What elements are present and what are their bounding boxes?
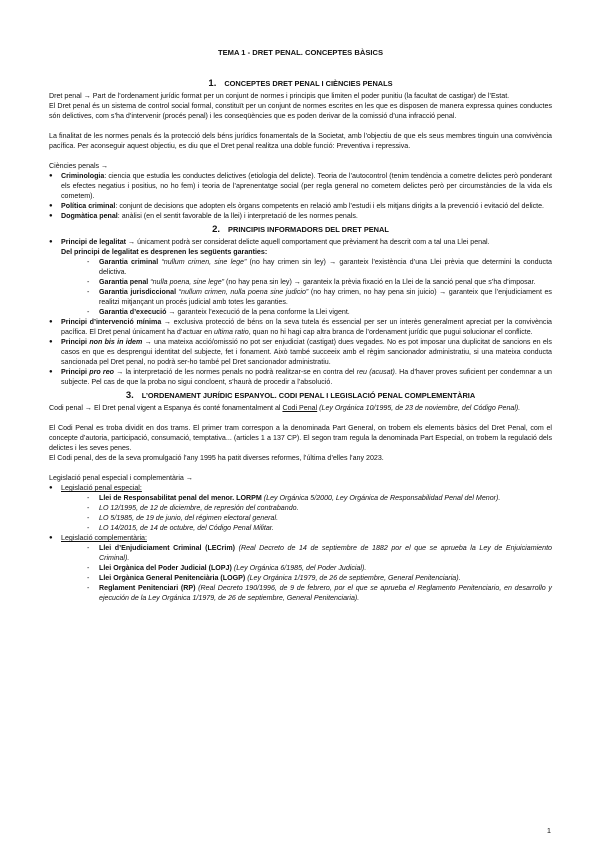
document-title: TEMA 1 - DRET PENAL. CONCEPTES BÀSICS <box>217 48 384 57</box>
page-number: 1 <box>546 826 551 835</box>
section-title: PRINCIPIS INFORMADORS DEL DRET PENAL <box>228 225 389 234</box>
ciencies-list <box>49 171 552 221</box>
section-title: CONCEPTES DRET PENAL I CIÈNCIES PENALS <box>224 79 393 88</box>
list-item: - Garantia d’execució → garanteix l’execució de la pena conforme la Llei vigent. <box>87 307 552 317</box>
list-item: - Llei de Responsabilitat penal del menor. LORPM (Ley Orgánica 5/2000, Ley Orgánica de Responsabilidad Penal del Menor). <box>87 493 552 503</box>
list-item: - Garantia penal “nulla poena, sine lege” (no hay pena sin ley) → garanteix la prèvia fixació en la Llei de la sanció penal que s’ha d’imposar. <box>87 277 552 287</box>
list-item: ● Legislació penal especial: - Llei de Responsabilitat penal del menor. LORPM (Ley Orgánica 5/2000, Ley Orgánica de Responsabilidad Penal del Menor). - LO 12/1995, de 12 de diciembre, de represión del contrabando. - LO 5/1985, de 19 de junio, del régimen electoral general. - LO 14/2015, de 14 de octubre, del Código Penal Militar. <box>49 483 552 533</box>
list-item: ● Dogmàtica penal: anàlisi (en el sentit favorable de la llei) i interpretació de les normes penals. <box>49 211 552 221</box>
list-item: - LO 5/1985, de 19 de junio, del régimen electoral general. <box>87 513 552 523</box>
list-item: ● Política criminal: conjunt de decisions que adopten els òrgans competents en relació amb l’estudi i els mitjans dirigits a la prevenció i evitació del delicte. <box>49 201 552 211</box>
paragraph: El Codi Penal es troba dividit en dos trams. El primer tram correspon a la denominada Part General, on trobem els elements bàsics del Dret Penal, com el concepte d’autoria, participació, consumació, temptativa... (articles 1 a 137 CP). El segon tram regula la denominada Part Especial, on trobem la regulació dels delictes i les seves penes. <box>49 424 552 452</box>
paragraph: Codi penal → El Dret penal vigent a Espanya és conté fonamentalment al Codi Penal (Ley Orgánica 10/1995, de 23 de noviembre, del Código Penal). <box>49 404 521 412</box>
list-item: ● Criminologia: ciencia que estudia les conductes delictives (etiologia del delicte). Teoria de l’autocontrol (tenim tendència a cometre delictes però ponderant els efectes negatius i positius, no ho fem) i teoria de l’aprenentatge social (per regla general no cometem delictes però per circumstàncies de la vida els cometem). <box>49 171 552 201</box>
section-2-heading <box>49 225 552 235</box>
section-1-heading <box>49 79 552 89</box>
principis-list <box>49 237 552 387</box>
list-item: ● Legislació complementària: - Llei d’Enjudiciament Criminal (LECrim) (Real Decreto de 14 de septiembre de 1882 por el que se aprueba la Ley de Enjuiciamiento Criminal). - Llei Orgànica del Poder Judicial (LOPJ) (Ley Orgánica 6/1985, del Poder Judicial). - Llei Orgànica General Penitenciària (LOGP) (Ley Orgánica 1/1979, de 26 de septiembre, General Penitenciaria). - Reglament Penitenciari (RP) (Real Decreto 190/1996, de 9 de febrero, por el que se aprueba el Reglamento Penitenciario, en desarrollo y ejecución de la Ley Orgánica 1/1979, de 26 de septiembre, General Penitenciaria). <box>49 533 552 603</box>
list-item: ● Principi non bis in idem → una mateixa acció/omissió no pot ser enjudiciat (castigat) dues vegades. No es pot imposar una duplicitat de sancions en els casos en que es desprengui identitat del subjecte, fet i fonament. Això també succeeix amb el règim sancionador administratiu, si una mateixa conducta sancionada pel Dret penal, no podrà ser-ho també pel Dret sancionador administratiu. <box>49 337 552 367</box>
list-item: ● Principi de legalitat → únicament podrà ser considerat delicte aquell comportament que prèviament ha descrit com a tal una Llei penal. Del principi de legalitat es desprenen les següents garanties: - Garantia criminal “nullum crimen, sine lege” (no hay crimen sin ley) → garanteix l’existència d’una Llei prèvia que determini la conducta delictiva. - Garantia penal “nulla poena, sine lege” (no hay pena sin ley) → garanteix la prèvia fixació en la Llei de la sanció penal que s’ha d’imposar. - Garantia jurisdiccional “nullum crimen, nulla poena sine judicio” (no hay crimen, no hay pena sin juicio) → garanteix que l’enjudiciament es realitzi mitjançant un procés judicial amb totes les garanties. - Garantia d’execució → garanteix l’execució de la pena conforme la Llei vigent. <box>49 237 552 317</box>
legislacio-label: Legislació penal especial i complementària → <box>49 474 193 482</box>
list-item: - Garantia criminal “nullum crimen, sine lege” (no hay crimen sin ley) → garanteix l’existència d’una Llei prèvia que determini la conducta delictiva. <box>87 257 552 277</box>
section-number: 1. <box>208 78 217 89</box>
list-item: ● Principi d’intervenció mínima → exclusiva protecció de béns on la seva tutela és essencial per ser un interès generalment apreciat per la convivència pacífica. El Dret penal únicament ha d’actuar en ultima ratio, quan no hi hagi cap altra branca de l’ordenament jurídic que pugui solucionar el conflicte. <box>49 317 552 337</box>
list-item: - Reglament Penitenciari (RP) (Real Decreto 190/1996, de 9 de febrero, por el que se aprueba el Reglamento Penitenciario, en desarrollo y ejecución de la Ley Orgánica 1/1979, de 26 de septiembre, General Penitenciaria). <box>87 583 552 603</box>
paragraph: La finalitat de les normes penals és la protecció dels béns jurídics fonamentals de la Societat, amb l’objectiu de que els seus membres tinguin una convivència pacífica. Per aconseguir aquest objectiu, es diu que el Dret penal realitza una doble funció: Preventiva i repressiva. <box>49 132 552 150</box>
list-item: - Garantia jurisdiccional “nullum crimen, nulla poena sine judicio” (no hay crimen, no hay pena sin juicio) → garanteix que l’enjudiciament es realitzi mitjançant un procés judicial amb totes les garanties. <box>87 287 552 307</box>
list-item: - Llei Orgànica General Penitenciària (LOGP) (Ley Orgánica 1/1979, de 26 de septiembre, General Penitenciaria). <box>87 573 552 583</box>
legislacio-list <box>49 483 552 603</box>
paragraph: El Dret penal és un sistema de control social formal, constituït per un conjunt de normes escrites en les que es disposen de manera expressa quines conductes són delictives, com s’ha d’intervenir (procés penal) i les conseqüències que es poden derivar de la comissió d’una infracció penal. <box>49 102 552 120</box>
list-item: - Llei Orgànica del Poder Judicial (LOPJ) (Ley Orgánica 6/1985, del Poder Judicial). <box>87 563 552 573</box>
paragraph: Dret penal → Part de l’ordenament jurídic format per un conjunt de normes i principis que limiten el poder punitiu (la facultat de castigar) de l’Estat. <box>49 92 510 100</box>
paragraph: El Codi penal, des de la seva promulgació l’any 1995 ha patit diverses reformes, l’última d’elles l’any 2023. <box>49 454 384 462</box>
list-item: - LO 14/2015, de 14 de octubre, del Código Penal Militar. <box>87 523 552 533</box>
garanties-list <box>61 257 552 317</box>
list-item: - Llei d’Enjudiciament Criminal (LECrim) (Real Decreto de 14 de septiembre de 1882 por el que se aprueba la Ley de Enjuiciamiento Criminal). <box>87 543 552 563</box>
section-number: 2. <box>212 224 221 235</box>
especial-list <box>61 493 552 533</box>
section-title: L’ORDENAMENT JURÍDIC ESPANYOL. CODI PENAL I LEGISLACIÓ PENAL COMPLEMENTÀRIA <box>141 391 476 400</box>
list-item: ● Principi pro reo → la interpretació de les normes penals no podrà realitzar-se en contra del reu (acusat). Ha d’haver proves suficient per condemnar a un subjecte. Pel cas de que la proba no sigui concloent, s’haurà de procedir a l’absolució. <box>49 367 552 387</box>
section-3-heading <box>49 391 552 401</box>
list-item: - LO 12/1995, de 12 de diciembre, de represión del contrabando. <box>87 503 552 513</box>
codi-penal-link: Codi Penal <box>282 404 318 412</box>
complementaria-list <box>61 543 552 603</box>
ciencies-label: Ciències penals → <box>49 162 109 170</box>
section-number: 3. <box>125 390 134 401</box>
